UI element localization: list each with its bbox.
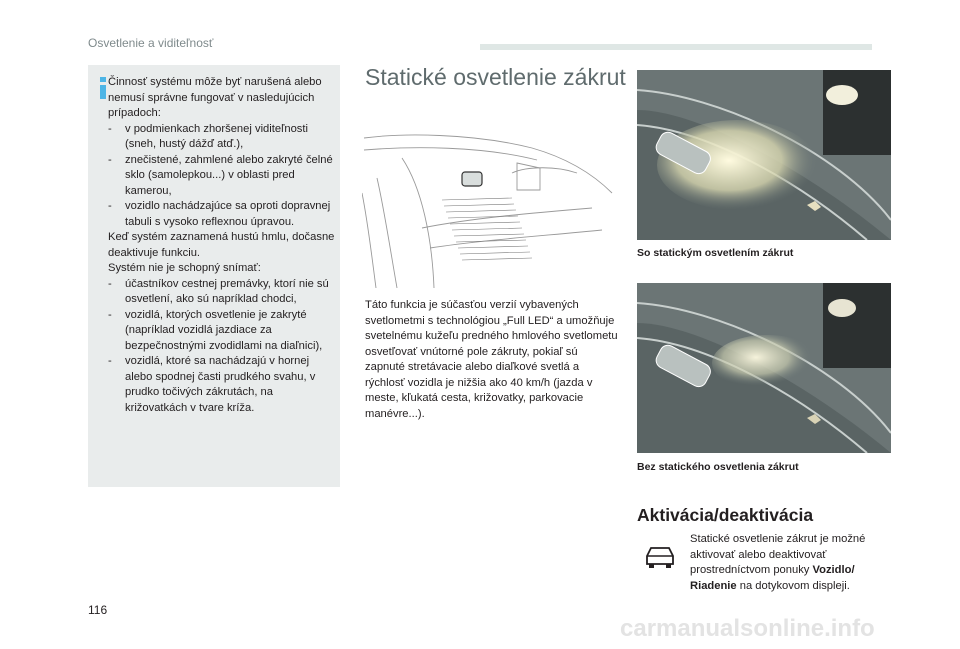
info-text [108, 75, 336, 416]
not-detect-heading: Systém nie je schopný snímať: [108, 262, 261, 274]
photo-without-cornering-light [637, 283, 891, 453]
chapter-title: Osvetlenie a viditeľnosť [88, 36, 214, 50]
vehicle-menu-icon [643, 540, 677, 570]
menu-path: Vozidlo/ Riadenie [690, 564, 855, 592]
watermark: carmanualsonline.info [620, 615, 875, 642]
header-bar [480, 44, 872, 50]
list-item: - v podmienkach zhoršenej viditeľnosti (sneh, hustý dážď atď.), [108, 122, 308, 150]
list-item: - znečistené, zahmlené alebo zakryté čelné sklo (samolepkou...) v oblasti pred kamerou, [108, 153, 333, 197]
section-title: Statické osvetlenie zákrut [365, 64, 626, 90]
list-item: - vozidlá, ktorých osvetlenie je zakryté (napríklad vozidlá jazdiace za bezpečnostnými zvodidlami na diaľnici), [108, 308, 323, 352]
photo-with-cornering-light [637, 70, 891, 240]
list-item: - vozidlo nachádzajúce sa oproti dopravnej tabuli s vysoko reflexnou úpravou. [108, 200, 331, 228]
caption-without: Bez statického osvetlenia zákrut [637, 461, 799, 473]
info-intro: Činnosť systému môže byť narušená alebo nemusí správne fungovať v nasledujúcich prípadoch: [108, 76, 322, 119]
info-box [88, 65, 340, 487]
fog-note: Keď systém zaznamená hustú hmlu, dočasne deaktivuje funkciu. [108, 231, 335, 259]
page-number: 116 [88, 603, 108, 617]
headlamp-illustration [362, 118, 617, 288]
caption-with: So statickým osvetlením zákrut [637, 247, 794, 259]
list-item: - vozidlá, ktoré sa nachádzajú v hornej alebo spodnej časti prudkého svahu, v prudko točivých zákrutách, na križovatkách v tvare kríža. [108, 355, 316, 414]
activation-heading: Aktivácia/deaktivácia [637, 505, 814, 525]
list-item: - účastníkov cestnej premávky, ktorí nie sú osvetlení, ako sú napríklad chodci, [108, 277, 329, 305]
activation-text: Statické osvetlenie zákrut je možné aktivovať alebo deaktivovať prostredníctvom ponuky Vozidlo/ Riadenie na dotykovom displeji. [690, 533, 866, 592]
description-text: Táto funkcia je súčasťou verzií vybavených svetlometmi s technológiou „Full LED“ a umožňuje svetelnému kužeľu predného hmlového svetlometu osvetľovať vnútorné pole zákruty, pokiaľ sú zapnuté stretávacie alebo diaľkové svetlá a rýchlosť vozidla je nižšia ako 40 km/h (jazda v meste, kľukatá cesta, križovatky, parkovacie manévre...). [365, 299, 618, 420]
